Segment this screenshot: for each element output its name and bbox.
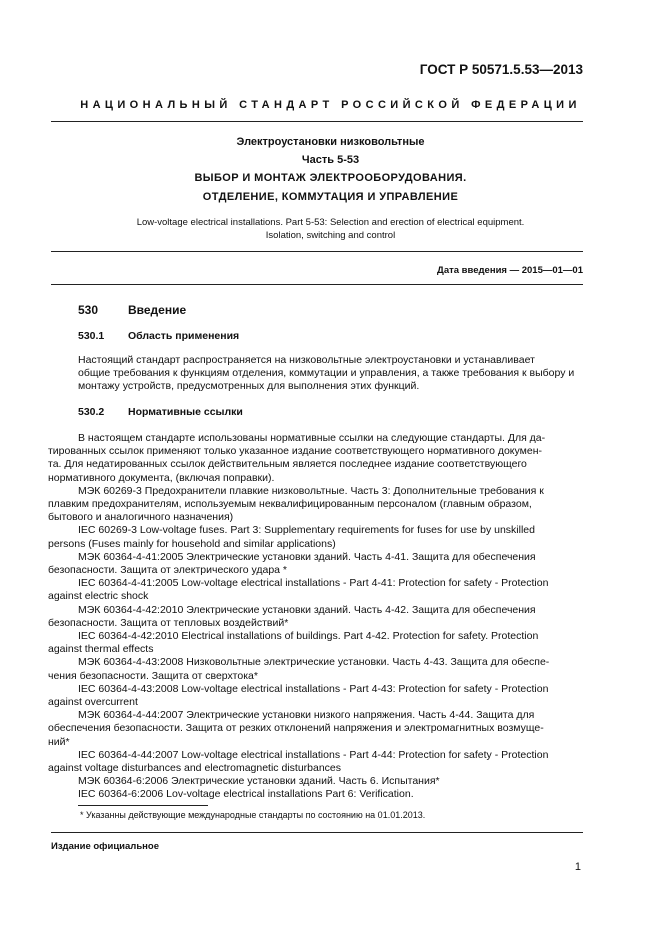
date-rule	[51, 284, 583, 285]
footer-rule	[51, 832, 583, 833]
title-main-1: ВЫБОР И МОНТАЖ ЭЛЕКТРООБОРУДОВАНИЯ.	[194, 172, 467, 184]
footnote: * Указанны действующие международные стандарты по состоянию на 01.01.2013.	[80, 810, 426, 820]
section-title: Нормативные ссылки	[128, 406, 243, 418]
text-line: тированных ссылок применяют только указанное издание соответствующего нормативного докумен-	[48, 445, 542, 458]
footnote-rule	[78, 805, 208, 806]
title-rule	[51, 251, 583, 252]
text-line: та. Для недатированных ссылок действительным является последнее издание соответствующего	[48, 458, 527, 471]
section-number: 530	[78, 303, 99, 317]
text-line: общие требования к функциям отделения, коммутации и управления, а также требования к выбору и	[78, 367, 575, 380]
text-line: нормативного документа, (включая поправки).	[48, 471, 275, 484]
text-line: against thermal effects	[48, 643, 154, 656]
ref-line: МЭК 60364-4-43:2008 Низковольтные электрические установки. Часть 4-43. Защита для обеспе-	[78, 656, 550, 669]
text-line: against electric shock	[48, 590, 149, 603]
ref-line: МЭК 60269-3 Предохранители плавкие низковольтные. Часть 3: Дополнительные требования к	[78, 484, 544, 497]
text-line: монтажу устройств, предусмотренных для выполнения этих функций.	[78, 380, 420, 393]
text-line: ний*	[48, 735, 70, 748]
section-530-1-heading	[78, 330, 239, 342]
section-530-heading	[78, 303, 186, 317]
section-530-2-text	[48, 432, 583, 802]
standard-number: ГОСТ Р 50571.5.53—2013	[419, 62, 583, 77]
section-title: Введение	[128, 303, 187, 317]
text-line: обеспечения безопасности. Защита от резких отклонений напряжения и электромагнитных возмуще-	[48, 722, 544, 735]
section-number: 530.2	[78, 406, 105, 418]
ref-line: МЭК 60364-4-44:2007 Электрические установки низкого напряжения. Часть 4-44. Защита для	[78, 709, 535, 722]
text-line: against voltage disturbances and electromagnetic disturbances	[48, 762, 342, 775]
header-rule	[51, 121, 583, 122]
title-line-1: Электроустановки низковольтные	[236, 136, 425, 148]
page-number: 1	[574, 861, 581, 873]
text-line: безопасности. Защита от тепловых воздействий*	[48, 616, 289, 629]
ref-line: IEC 60364-4-41:2005 Low-voltage electrical installations - Part 4-41: Protection for safety - Protection	[78, 577, 549, 590]
ref-line: МЭК 60364-4-42:2010 Электрические установки зданий. Часть 4-42. Защита для обеспечения	[78, 603, 536, 616]
intro-date: Дата введения — 2015—01—01	[437, 265, 583, 276]
text-line: persons (Fuses mainly for household and similar applications)	[48, 537, 336, 550]
title-en-1: Low-voltage electrical installations. Part 5-53: Selection and erection of electrical equipment.	[136, 217, 525, 228]
section-number: 530.1	[78, 330, 105, 342]
title-en-2: Isolation, switching and control	[265, 230, 396, 241]
text-line: бытового и аналогичного назначения)	[48, 511, 234, 524]
section-530-2-heading	[78, 406, 243, 418]
section-530-1-text	[78, 354, 583, 394]
text-line: безопасности. Защита от электрического удара *	[48, 564, 288, 577]
text-line: чения безопасности. Защита от сверхтока*	[48, 669, 258, 682]
ref-line: IEC 60364-4-42:2010 Electrical installations of buildings. Part 4-42. Protection for safety. Protection	[78, 630, 539, 643]
ref-line: МЭК 60364-6:2006 Электрические установки зданий. Часть 6. Испытания*	[78, 775, 440, 788]
ref-line: МЭК 60364-4-41:2005 Электрические установки зданий. Часть 4-41. Защита для обеспечения	[78, 550, 536, 563]
ref-line: IEC 60364-4-43:2008 Low-voltage electrical installations - Part 4-43: Protection for safety - Protection	[78, 682, 549, 695]
text-line: against overcurrent	[48, 696, 138, 709]
section-title: Область применения	[128, 330, 240, 342]
title-main-2: ОТДЕЛЕНИЕ, КОММУТАЦИЯ И УПРАВЛЕНИЕ	[202, 191, 459, 203]
edition-label: Издание официальное	[51, 841, 159, 852]
title-part: Часть 5-53	[301, 154, 360, 166]
national-standard-title: НАЦИОНАЛЬНЫЙ СТАНДАРТ РОССИЙСКОЙ ФЕДЕРАЦИИ	[80, 99, 581, 111]
text-line: В настоящем стандарте использованы нормативные ссылки на следующие стандарты. Для да-	[78, 432, 546, 444]
ref-line: IEC 60364-6:2006 Lov-voltage electrical installations Part 6: Verification.	[78, 788, 414, 801]
ref-line: IEC 60269-3 Low-voltage fuses. Part 3: Supplementary requirements for fuses for use by unskilled	[78, 524, 535, 537]
ref-line: IEC 60364-4-44:2007 Low-voltage electrical installations - Part 4-44: Protection for safety - Protection	[78, 748, 549, 761]
text-line: Настоящий стандарт распространяется на низковольтные электроустановки и устанавливает	[78, 354, 535, 366]
text-line: плавким предохранителям, используемым неквалифицированным персоналом (главным образом,	[48, 498, 532, 511]
